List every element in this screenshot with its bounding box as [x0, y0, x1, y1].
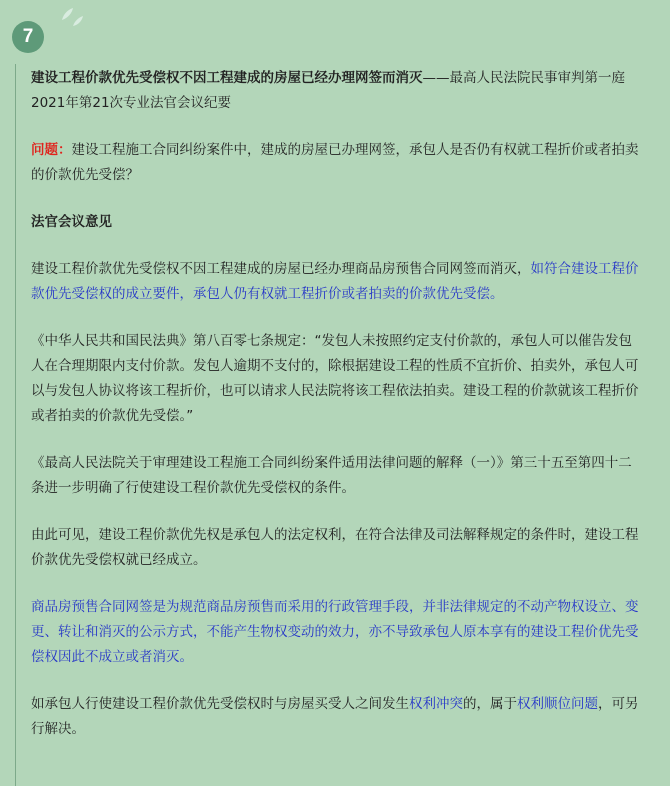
left-vertical-rule	[15, 64, 16, 786]
paragraph-5: 商品房预售合同网签是为规范商品房预售而采用的行政管理手段，并非法律规定的不动产物权设立、变更、转让和消灭的公示方式，不能产生物权变动的效力，亦不导致承包人原本享有的建设工程价优先受偿权因此不成立或者消灭。	[31, 599, 639, 665]
section-number-badge: 7	[12, 21, 44, 53]
paragraph-1-highlight: 如符合建设工程价款优先受偿权的成立要件，承包人仍有权就工程折价或者拍卖的价款优先受偿。	[31, 261, 639, 302]
paragraph-6-text-b: 的，属于	[463, 696, 517, 712]
opinion-heading: 法官会议意见	[31, 214, 112, 230]
paragraph-3: 《最高人民法院关于审理建设工程施工合同纠纷案件适用法律问题的解释（一）》第三十五至第四十二条进一步明确了行使建设工程价款优先受偿权的条件。	[31, 455, 632, 496]
question-text: 建设工程施工合同纠纷案件中，建成的房屋已办理网签，承包人是否仍有权就工程折价或者拍卖的价款优先受偿？	[31, 142, 639, 183]
paragraph-6	[31, 692, 639, 742]
paragraph-2: 《中华人民共和国民法典》第八百零七条规定：“发包人未按照约定支付价款的，承包人可以催告发包人在合理期限内支付价款。发包人逾期不支付的，除根据建设工程的性质不宜折价、拍卖外，承包人可以与发包人协议将该工程折价，也可以请求人民法院将该工程依法拍卖。建设工程的价款就该工程折价或者拍卖的价款优先受偿。”	[31, 333, 639, 424]
question-label: 问题：	[31, 142, 72, 158]
title-source: ——最高人民法院民事审判第一庭2021年第21次专业法官会议纪要	[31, 70, 625, 111]
title-main: 建设工程价款优先受偿权不因工程建成的房屋已经办理网签而消灭	[31, 70, 423, 86]
paragraph-1	[31, 257, 639, 307]
question-paragraph	[31, 138, 639, 188]
paragraph-6-highlight-1: 权利冲突	[409, 696, 463, 712]
paragraph-6-text-c: ，可另行解决。	[31, 696, 639, 737]
paragraph-4: 由此可见，建设工程价款优先权是承包人的法定权利，在符合法律及司法解释规定的条件时，建设工程价款优先受偿权就已经成立。	[31, 527, 639, 568]
article-title	[31, 66, 639, 116]
article-body	[31, 66, 639, 742]
paragraph-6-highlight-2: 权利顺位问题	[517, 696, 598, 712]
leaf-decoration-icon	[56, 4, 86, 34]
paragraph-1-text: 建设工程价款优先受偿权不因工程建成的房屋已经办理商品房预售合同网签而消灭，	[31, 261, 531, 277]
paragraph-6-text-a: 如承包人行使建设工程价款优先受偿权时与房屋买受人之间发生	[31, 696, 409, 712]
